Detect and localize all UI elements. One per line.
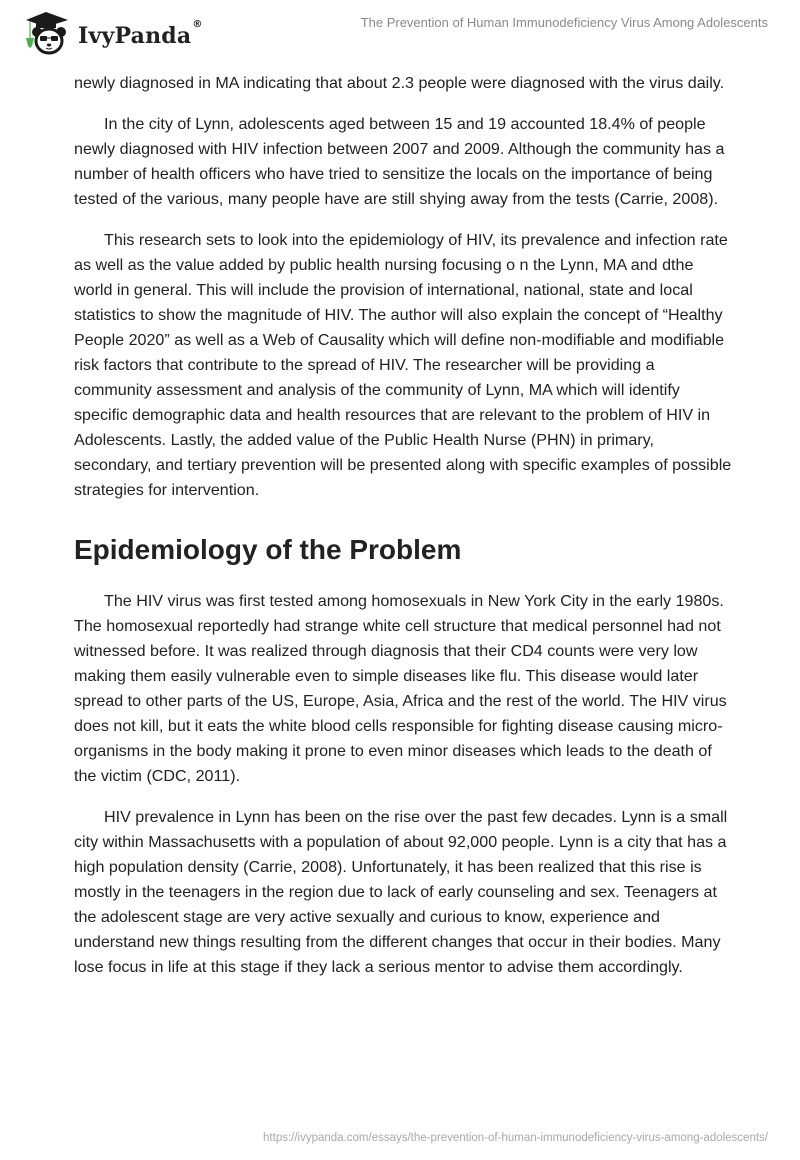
page-header — [0, 0, 800, 62]
paragraph: HIV prevalence in Lynn has been on the rise over the past few decades. Lynn is a small city within Massachusetts with a population of about 92,000 people. Lynn is a city that has a high population density (Carrie, 2008). Unfortunately, it has been realized that this rise is mostly in the teenagers in the region due to lack of early counseling and sex. Teenagers at the adolescent stage are very active sexually and curious to know, experience and understand new things resulting from the different changes that occur in their bodies. Many lose focus in life at this stage if they lack a serious mentor to advise them accordingly. — [74, 808, 728, 976]
paragraph: The HIV virus was first tested among homosexuals in New York City in the early 1980s. The homosexual reportedly had strange white cell structure that medical personnel had not witnessed before. It was realized through diagnosis that their CD4 counts were very low making them easily vulnerable even to simple diseases like flu. This disease would later spread to other parts of the US, Europe, Asia, Africa and the rest of the world. The HIV virus does not kill, but it eats the white blood cells responsible for fighting disease causing micro-organisms in the body making it prone to even minor diseases which leads to the death of the victim (CDC, 2011). — [74, 592, 727, 785]
brand-logo[interactable] — [18, 8, 203, 58]
source-url-link[interactable]: https://ivypanda.com/essays/the-prevention-of-human-immunodeficiency-virus-among-adolescents/ — [263, 1132, 768, 1144]
registered-mark: ® — [192, 19, 203, 30]
essay-content — [74, 71, 734, 996]
panda-graduation-cap-icon — [18, 8, 74, 58]
document-title: The Prevention of Human Immunodeficiency Virus Among Adolescents — [360, 15, 768, 30]
section-heading: Epidemiology of the Problem — [74, 534, 462, 565]
brand-name: IvyPanda® — [78, 19, 203, 49]
paragraph: In the city of Lynn, adolescents aged between 15 and 19 accounted 18.4% of people newly diagnosed with HIV infection between 2007 and 2009. Although the community has a number of health officers who have tried to sensitize the locals on the importance of being tested of the various, many people have are still shying away from the tests (Carrie, 2008). — [74, 115, 725, 208]
paragraph: newly diagnosed in MA indicating that about 2.3 people were diagnosed with the virus daily. — [74, 74, 725, 92]
paragraph: This research sets to look into the epidemiology of HIV, its prevalence and infection rate as well as the value added by public health nursing focusing o n the Lynn, MA and dthe world in general. This will include the provision of international, national, state and local statistics to show the magnitude of HIV. The author will also explain the concept of “Healthy People 2020” as well as a Web of Causality which will define non-modifiable and modifiable risk factors that contribute to the spread of HIV. The researcher will be providing a community assessment and analysis of the community of Lynn, MA which will identify specific demographic data and health resources that are relevant to the problem of HIV in Adolescents. Lastly, the added value of the Public Health Nurse (PHN) in primary, secondary, and tertiary prevention will be presented along with specific examples of possible strategies for intervention. — [74, 231, 732, 499]
